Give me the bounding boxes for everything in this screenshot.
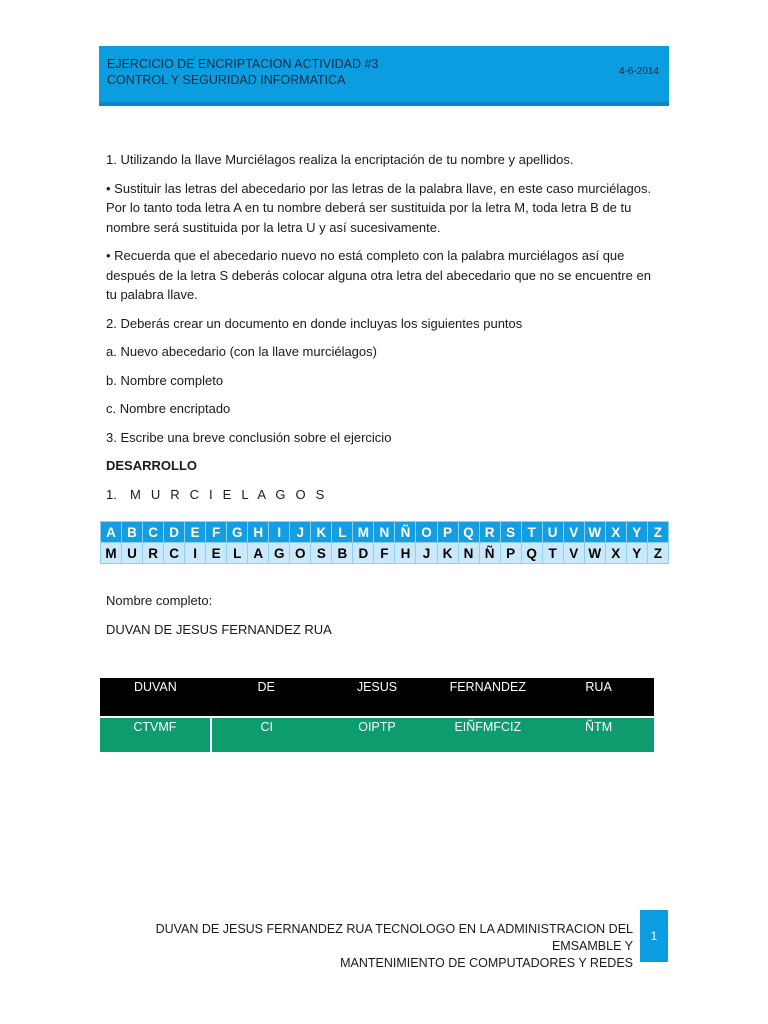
cipher-letter-cell: I [185, 543, 206, 564]
plain-name-cell: DUVAN [100, 678, 211, 716]
plain-letter-cell: H [248, 522, 269, 543]
plain-letter-cell: U [542, 522, 563, 543]
plain-letter-cell: P [437, 522, 458, 543]
cipher-letter-cell: F [374, 543, 395, 564]
name-label: Nombre completo: [106, 593, 213, 608]
encrypted-name-cell: OIPTP [322, 718, 433, 752]
numbered-item [106, 485, 661, 505]
cipher-letter-cell: Y [626, 543, 647, 564]
plain-letter-cell: K [311, 522, 332, 543]
plain-letter-cell: X [605, 522, 626, 543]
cipher-letter-cell: H [395, 543, 416, 564]
plain-letter-cell: O [416, 522, 437, 543]
cipher-alphabet-row [101, 543, 669, 564]
header-title-line2: CONTROL Y SEGURIDAD INFORMATICA [107, 73, 346, 87]
cipher-letter-cell: M [101, 543, 122, 564]
plain-letter-cell: S [500, 522, 521, 543]
plain-letter-cell: J [290, 522, 311, 543]
cipher-letter-cell: U [122, 543, 143, 564]
cipher-letter-cell: P [500, 543, 521, 564]
point-c: c. Nombre encriptado [106, 401, 231, 416]
cipher-letter-cell: V [563, 543, 584, 564]
header-title [107, 56, 378, 88]
plain-letter-cell: B [122, 522, 143, 543]
plain-letter-cell: D [164, 522, 185, 543]
encryption-result-table [100, 678, 654, 752]
plain-letter-cell: Z [647, 522, 668, 543]
plain-letter-cell: E [185, 522, 206, 543]
plain-letter-cell: Y [626, 522, 647, 543]
plain-name-cell: DE [211, 678, 322, 716]
header-title-line1: EJERCICIO DE ENCRIPTACION ACTIVIDAD #3 [107, 57, 379, 71]
cipher-letter-cell: X [605, 543, 626, 564]
plain-name-row [100, 678, 654, 716]
plain-name-cell: JESUS [322, 678, 433, 716]
encrypted-name-cell: ÑTM [543, 718, 654, 752]
encrypted-name-cell: CTVMF [100, 718, 211, 752]
plain-letter-cell: Ñ [395, 522, 416, 543]
page-number: 1 [640, 910, 668, 962]
section-heading: DESARROLLO [106, 458, 197, 473]
footer-line1: DUVAN DE JESUS FERNANDEZ RUA TECNOLOGO EN LA ADMINISTRACION DEL EMSAMBLE Y [155, 922, 633, 953]
instruction-bullet-2: • Recuerda que el abecedario nuevo no está completo con la palabra murciélagos así que después de la letra S deberás colocar alguna otra letra del abecedario que no se encuentre en tu palabra llave. [106, 248, 651, 302]
document-header [99, 46, 669, 106]
plain-letter-cell: R [479, 522, 500, 543]
plain-letter-cell: G [227, 522, 248, 543]
header-date: 4-6-2014 [618, 66, 659, 77]
cipher-letter-cell: T [542, 543, 563, 564]
plain-name-cell: FERNANDEZ [432, 678, 543, 716]
cipher-letter-cell: Q [521, 543, 542, 564]
name-value: DUVAN DE JESUS FERNANDEZ RUA [106, 622, 332, 637]
instruction-1: 1. Utilizando la llave Murciélagos realiza la encriptación de tu nombre y apellidos. [106, 152, 574, 167]
point-a: a. Nuevo abecedario (con la llave murciélagos) [106, 344, 377, 359]
cipher-letter-cell: B [332, 543, 353, 564]
cipher-letter-cell: R [143, 543, 164, 564]
encrypted-name-cell: CI [211, 718, 322, 752]
plain-name-cell: RUA [543, 678, 654, 716]
plain-letter-cell: T [521, 522, 542, 543]
cipher-letter-cell: O [290, 543, 311, 564]
cipher-letter-cell: E [206, 543, 227, 564]
instruction-2: 2. Deberás crear un documento en donde incluyas los siguientes puntos [106, 315, 523, 331]
plain-letter-cell: N [374, 522, 395, 543]
cipher-letter-cell: L [227, 543, 248, 564]
plain-letter-cell: I [269, 522, 290, 543]
cipher-letter-cell: G [269, 543, 290, 564]
instruction-bullet-1: • Sustituir las letras del abecedario por las letras de la palabra llave, en este caso murciélagos. Por lo tanto toda letra A en tu nombre deberá ser sustituida por la letra M, toda letra B de tu nombre será sustituida por la letra U y así sucesivamente. [106, 180, 652, 235]
cipher-letter-cell: J [416, 543, 437, 564]
plain-alphabet-row [101, 522, 669, 543]
cipher-letter-cell: N [458, 543, 479, 564]
plain-letter-cell: V [563, 522, 584, 543]
encrypted-name-cell: EIÑFMFCIZ [432, 718, 543, 752]
cipher-letter-cell: S [311, 543, 332, 564]
name-section [106, 591, 332, 649]
footer-text [93, 921, 633, 972]
cipher-letter-cell: W [584, 543, 605, 564]
cipher-letter-cell: D [353, 543, 374, 564]
numbered-item-text: M U R C I E L A G O S [130, 486, 328, 502]
plain-letter-cell: A [101, 522, 122, 543]
plain-letter-cell: L [332, 522, 353, 543]
instruction-3: 3. Escribe una breve conclusión sobre el ejercicio [106, 429, 392, 445]
plain-letter-cell: M [353, 522, 374, 543]
encrypted-name-row [100, 718, 654, 752]
plain-letter-cell: F [206, 522, 227, 543]
cipher-letter-cell: C [164, 543, 185, 564]
point-b: b. Nombre completo [106, 372, 224, 388]
plain-letter-cell: C [143, 522, 164, 543]
cipher-letter-cell: Z [647, 543, 668, 564]
footer-line2: MANTENIMIENTO DE COMPUTADORES Y REDES [340, 956, 633, 970]
cipher-letter-cell: A [248, 543, 269, 564]
document-body [106, 150, 661, 513]
cipher-letter-cell: Ñ [479, 543, 500, 564]
numbered-item-number: 1. [106, 486, 117, 502]
plain-letter-cell: W [584, 522, 605, 543]
cipher-letter-cell: K [437, 543, 458, 564]
plain-letter-cell: Q [458, 522, 479, 543]
alphabet-table [100, 521, 669, 564]
